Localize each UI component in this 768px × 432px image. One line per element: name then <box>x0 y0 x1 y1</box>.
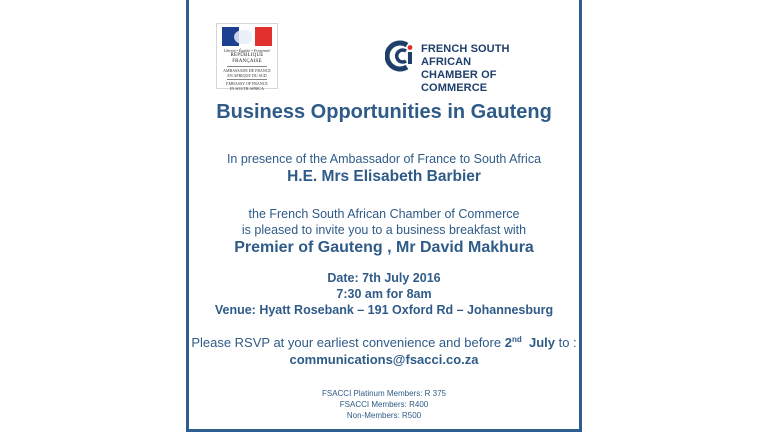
rsvp-email-link[interactable]: communications@fsacci.co.za <box>289 352 479 367</box>
rsvp-text-after: to : <box>554 335 577 350</box>
fsacci-logo <box>385 40 560 94</box>
rsvp-month: July <box>528 335 555 350</box>
rsvp-line <box>189 331 579 351</box>
embassy-line-1: AMBASSADE DE FRANCE <box>223 68 271 73</box>
invitation-body <box>189 100 579 421</box>
invitation-card <box>186 0 582 432</box>
event-date: Date: 7th July 2016 <box>327 271 441 285</box>
ambassador-name: H.E. Mrs Elisabeth Barbier <box>287 168 481 185</box>
fsacci-name-line-1: FRENCH SOUTH AFRICAN <box>421 43 510 68</box>
guest-speaker: Premier of Gauteng , Mr David Makhura <box>234 239 534 256</box>
event-venue: Venue: Hyatt Rosebank – 191 Oxford Rd – Johannesburg <box>214 303 554 317</box>
price-platinum: FSACCI Platinum Members: R 375 <box>321 389 447 398</box>
embassy-line-3: EMBASSY OF FRANCE <box>226 81 268 86</box>
embassy-line-4: IN SOUTH AFRICA <box>229 86 264 91</box>
price-non-members: Non-Members: R500 <box>346 411 422 420</box>
embassy-divider-2 <box>227 79 267 80</box>
price-members: FSACCI Members: R400 <box>339 400 429 409</box>
fsacci-name-line-2: CHAMBER OF COMMERCE <box>421 69 497 94</box>
event-title: Business Opportunities in Gauteng <box>216 101 552 123</box>
rsvp-day: 2 <box>504 335 512 350</box>
event-time: 7:30 am for 8am <box>336 287 432 301</box>
fsacci-emblem-icon <box>385 40 417 72</box>
embassy-divider <box>227 66 267 67</box>
french-flag-icon <box>222 27 272 46</box>
rsvp-text-before: Please RSVP at your earliest convenience and before <box>191 335 505 350</box>
embassy-line-2: EN AFRIQUE DU SUD <box>227 73 267 78</box>
rsvp-day-suffix: nd <box>511 335 522 344</box>
embassy-logo <box>216 23 278 89</box>
invite-line-1: the French South African Chamber of Commerce <box>248 207 520 221</box>
embassy-republic: RÉPUBLIQUE FRANÇAISE <box>230 53 264 64</box>
embassy-motto: Liberté • Égalité • Fraternité <box>223 48 271 53</box>
invite-line-2: is pleased to invite you to a business breakfast with <box>241 222 527 237</box>
presence-line: In presence of the Ambassador of France to South Africa <box>226 152 542 166</box>
